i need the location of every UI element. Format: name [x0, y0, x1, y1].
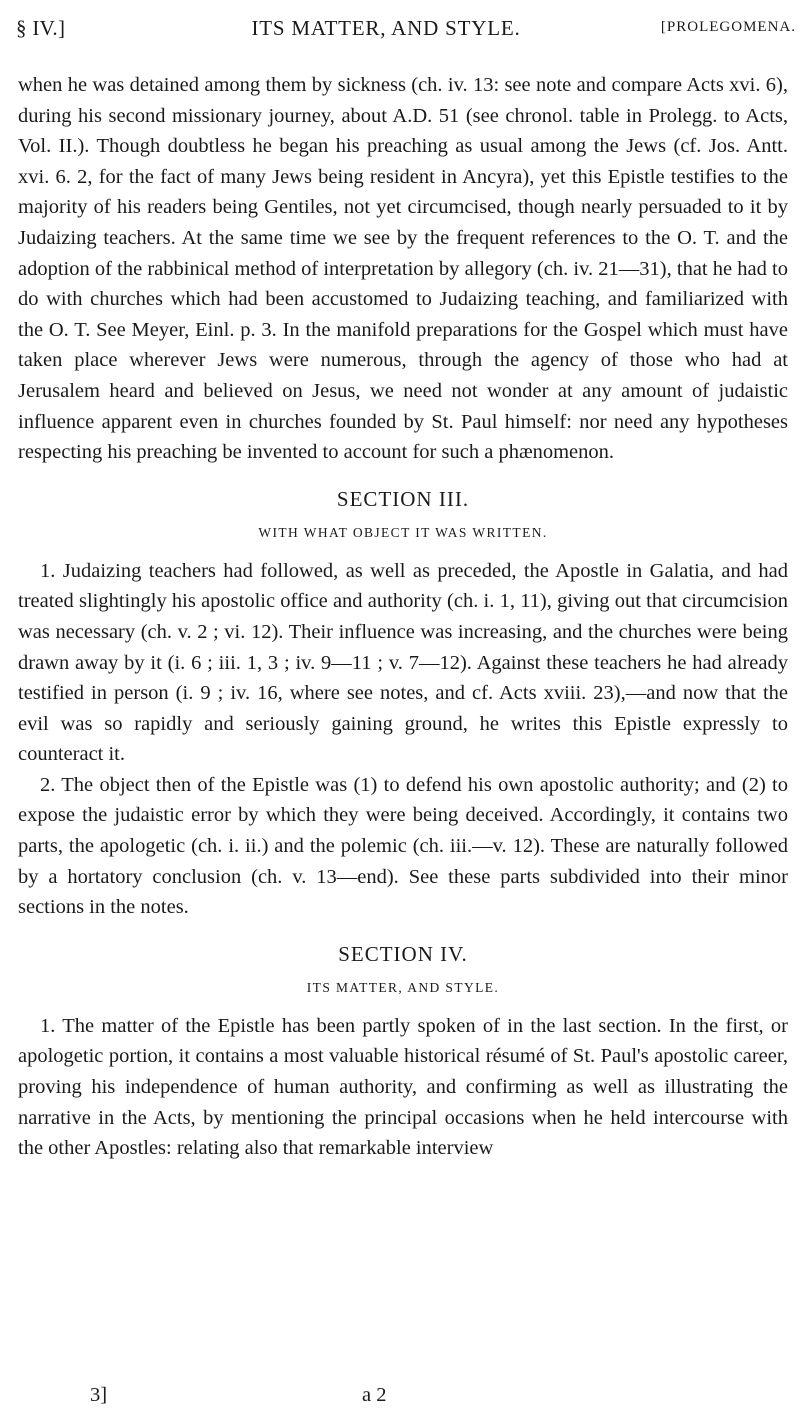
section-marker: § IV.]	[16, 16, 66, 40]
section-3-paragraph-2: 2. The object then of the Epistle was (1) to defend his own apostolic authority; and (2) to expose the judaistic error by which they were being deceived. Accordingly, it contains two parts, the apologetic (ch. i. ii.) and the polemic (ch. iii.—v. 12). These are naturally followed by a hortatory conclusion (ch. v. 13—end). See these parts subdivided into their minor sections in the notes.	[18, 773, 788, 919]
gathering-mark: a 2	[362, 1384, 387, 1406]
page-body	[18, 70, 788, 1164]
section-3-subtitle: WITH WHAT OBJECT IT WAS WRITTEN.	[258, 524, 548, 540]
running-head	[16, 16, 796, 50]
section-4-paragraph-1: 1. The matter of the Epistle has been partly spoken of in the last section. In the first, or apologetic portion, it contains a most valuable historical résumé of St. Paul's apostolic career, proving his independence of human authority, and confirming as well as illustrating the narrative in the Acts, by mentioning the principal occasions when he held intercourse with the other Apostles: relating also that remarkable interview	[18, 1014, 788, 1160]
book-part-label: [PROLEGOMENA.	[660, 19, 796, 35]
section-3-paragraph-1: 1. Judaizing teachers had followed, as well as preceded, the Apostle in Galatia, and had treated slightingly his apostolic office and authority (ch. i. 1, 11), giving out that circumcision was necessary (ch. v. 2 ; vi. 12). Their influence was increasing, and the churches were being drawn away by it (i. 6 ; iii. 1, 3 ; iv. 9—11 ; v. 7—12). Against these teachers he had already testified in person (i. 9 ; iv. 16, where see notes, and cf. Acts xviii. 23),—and now that the evil was so rapidly and seriously gaining ground, he writes this Epistle expressly to counteract it.	[18, 559, 788, 766]
signature-mark: 3]	[90, 1384, 108, 1406]
section-4-title: SECTION IV.	[338, 941, 468, 966]
page-footer	[0, 1384, 804, 1418]
section-4-subtitle: ITS MATTER, AND STYLE.	[306, 979, 500, 995]
running-title: ITS MATTER, AND STYLE.	[251, 16, 521, 40]
section-3-title: SECTION III.	[336, 486, 470, 511]
intro-paragraph: when he was detained among them by sickness (ch. iv. 13: see note and compare Acts xvi. 6), during his second missionary journey, about A.D. 51 (see chronol. table in Prolegg. to Acts, Vol. II.). Though doubtless he began his preaching as usual among the Jews (cf. Jos. Antt. xvi. 6. 2, for the fact of many Jews being resident in Ancyra), yet this Epistle testifies to the majority of his readers being Gentiles, not yet circumcised, though nearly persuaded to it by Judaizing teachers. At the same time we see by the frequent references to the O. T. and the adoption of the rabbinical method of interpretation by allegory (ch. iv. 21—31), that he had to do with churches which had been accustomed to Judaizing teaching, and familiarized with the O. T. See Meyer, Einl. p. 3. In the manifold preparations for the Gospel which must have taken place wherever Jews were numerous, through the agency of those who had at Jerusalem heard and believed on Jesus, we need not wonder at any amount of judaistic influence apparent even in churches founded by St. Paul himself: nor need any hypotheses respecting his preaching be invented to account for such a phænomenon.	[18, 74, 788, 464]
